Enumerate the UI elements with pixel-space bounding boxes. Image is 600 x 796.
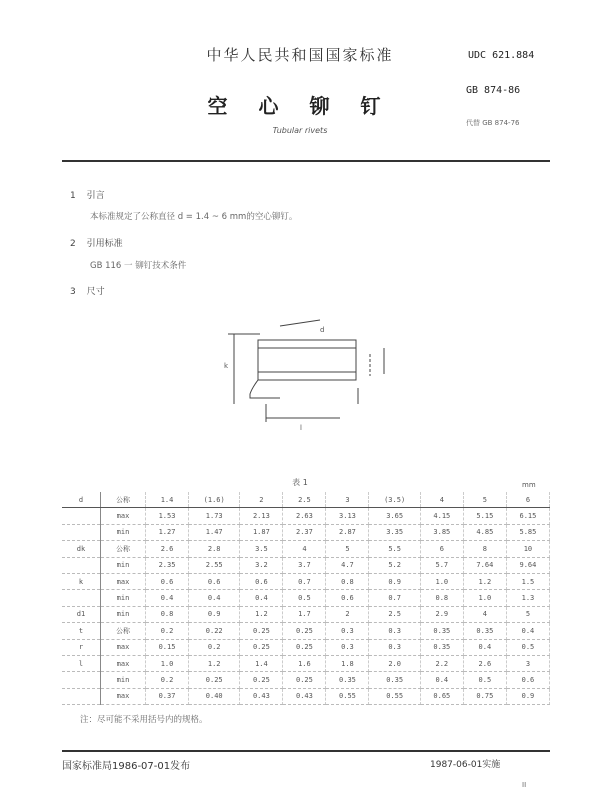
table-cell: (3.5) [369, 492, 420, 508]
table-cell: t [62, 623, 101, 639]
table-cell: 0.7 [369, 590, 420, 606]
table-cell: r [62, 639, 101, 655]
table-cell: 0.35 [463, 623, 506, 639]
rivet-drawing [220, 318, 420, 438]
table-row [62, 508, 550, 524]
section-number: 3 [70, 287, 76, 297]
table-row [62, 672, 550, 688]
dimension-label-l: l [300, 424, 302, 432]
table-cell: 1.47 [189, 524, 240, 540]
table-row [62, 541, 550, 557]
table-cell: 3 [506, 655, 549, 671]
footer-divider [62, 750, 550, 752]
table-cell: 0.5 [506, 639, 549, 655]
table-cell: 4.15 [420, 508, 463, 524]
table-cell: k [62, 573, 101, 589]
table-cell: 5 [506, 606, 549, 622]
table-cell: 1.0 [420, 573, 463, 589]
table-cell: max [101, 573, 146, 589]
table-cell: 1.2 [463, 573, 506, 589]
table-cell: 0.25 [283, 623, 326, 639]
standard-code: GB 874-86 [466, 85, 521, 96]
table-cell: 1.4 [240, 655, 283, 671]
table-cell: 6 [506, 492, 549, 508]
table-cell: min [101, 557, 146, 573]
table-cell: 2 [326, 606, 369, 622]
table-cell: 0.3 [369, 623, 420, 639]
table-cell: 公称 [101, 492, 146, 508]
table-cell: 5.7 [420, 557, 463, 573]
table-cell: 8 [463, 541, 506, 557]
table-cell: 公称 [101, 541, 146, 557]
table-cell: max [101, 688, 146, 704]
table-cell: 0.4 [189, 590, 240, 606]
table-cell: 1.4 [146, 492, 189, 508]
table-cell: 0.25 [240, 672, 283, 688]
rivet-head-outline [250, 380, 280, 398]
table-cell: 0.35 [326, 672, 369, 688]
table-cell [62, 590, 101, 606]
table-cell: 0.55 [369, 688, 420, 704]
table-row [62, 623, 550, 639]
table-cell: max [101, 639, 146, 655]
table-caption: 表 1 [292, 478, 308, 487]
table-cell: 0.25 [189, 672, 240, 688]
dimension-label-d: d [320, 326, 325, 334]
table-cell: 0.5 [283, 590, 326, 606]
table-cell: 0.2 [189, 639, 240, 655]
section-number: 2 [70, 239, 76, 249]
udc-code: UDC 621.884 [468, 50, 535, 61]
table-cell: d [62, 492, 101, 508]
table-note: 注：尽可能不采用括号内的规格。 [80, 715, 208, 725]
table-cell: 0.6 [189, 573, 240, 589]
table-cell: max [101, 655, 146, 671]
table-cell: 0.4 [506, 623, 549, 639]
table-cell: min [101, 590, 146, 606]
table-cell: 1.5 [506, 573, 549, 589]
table-cell: 0.6 [240, 573, 283, 589]
table-cell [62, 508, 101, 524]
table-cell: 5.2 [369, 557, 420, 573]
table-cell: 2.6 [146, 541, 189, 557]
table-row [62, 590, 550, 606]
table-cell: 0.43 [283, 688, 326, 704]
table-cell: 0.6 [506, 672, 549, 688]
table-row [62, 688, 550, 704]
table-cell: 10 [506, 541, 549, 557]
standard-category-title: 中华人民共和国国家标准 [206, 46, 394, 64]
table-cell: 4.85 [463, 524, 506, 540]
table-cell: 3.85 [420, 524, 463, 540]
table-cell: 5.5 [369, 541, 420, 557]
table-row [62, 573, 550, 589]
table-cell: 2 [240, 492, 283, 508]
effective-date: 1987-06-01实施 [430, 760, 501, 770]
table-cell: 6 [420, 541, 463, 557]
table-cell: 4.7 [326, 557, 369, 573]
table-cell: 2.0 [369, 655, 420, 671]
table-row [62, 606, 550, 622]
table-cell: 2.35 [146, 557, 189, 573]
table-row [62, 557, 550, 573]
section-number: 1 [70, 191, 76, 201]
table-cell: 0.5 [463, 672, 506, 688]
table-cell: 0.22 [189, 623, 240, 639]
section-title: 引言 [86, 191, 105, 201]
table-cell: 2.37 [283, 524, 326, 540]
table-cell: 1.6 [283, 655, 326, 671]
table-cell: 3.5 [240, 541, 283, 557]
table-cell: 0.43 [240, 688, 283, 704]
table-row [62, 655, 550, 671]
table-cell: 9.64 [506, 557, 549, 573]
table-cell: 0.2 [146, 672, 189, 688]
section-3-heading [70, 284, 105, 297]
table-cell: d1 [62, 606, 101, 622]
table-cell: 1.53 [146, 508, 189, 524]
table-cell: 3 [326, 492, 369, 508]
table-cell: (1.6) [189, 492, 240, 508]
replaces-code: 代替 GB 874-76 [466, 119, 520, 127]
table-cell: 2.9 [420, 606, 463, 622]
table-cell: 1.27 [146, 524, 189, 540]
table-cell: 0.7 [283, 573, 326, 589]
section-1-text: 本标准规定了公称直径 d = 1.4 ~ 6 mm的空心铆钉。 [90, 212, 298, 222]
table-cell: 0.8 [326, 573, 369, 589]
table-cell: 5.85 [506, 524, 549, 540]
table-cell: 1.0 [146, 655, 189, 671]
table-cell: 0.4 [420, 672, 463, 688]
page-number: II [522, 781, 527, 789]
section-title: 引用标准 [86, 239, 123, 249]
table-cell: 0.35 [369, 672, 420, 688]
table-cell: 0.55 [326, 688, 369, 704]
table-cell [62, 524, 101, 540]
table-cell: 2.13 [240, 508, 283, 524]
table-cell: 0.4 [463, 639, 506, 655]
table-cell: 0.75 [463, 688, 506, 704]
table-cell: 0.2 [146, 623, 189, 639]
table-cell: 5 [463, 492, 506, 508]
table-cell: 1.2 [240, 606, 283, 622]
table-cell: 1.7 [283, 606, 326, 622]
table-cell: dk [62, 541, 101, 557]
table-cell: 4 [463, 606, 506, 622]
table-cell: 0.9 [506, 688, 549, 704]
table-cell: 0.6 [326, 590, 369, 606]
table-cell: 0.15 [146, 639, 189, 655]
table-cell: 5 [326, 541, 369, 557]
table-cell: 公称 [101, 623, 146, 639]
table-cell: 2.55 [189, 557, 240, 573]
table-cell: 0.37 [146, 688, 189, 704]
table-cell: 2.6 [463, 655, 506, 671]
table-cell: 1.8 [326, 655, 369, 671]
table-cell: 0.25 [240, 623, 283, 639]
table-cell: 2.63 [283, 508, 326, 524]
table-cell: 2.5 [283, 492, 326, 508]
table-cell: 0.25 [283, 672, 326, 688]
table-cell: 0.40 [189, 688, 240, 704]
table-cell: min [101, 524, 146, 540]
table-cell: 1.3 [506, 590, 549, 606]
table-cell: 0.65 [420, 688, 463, 704]
table-cell: 0.4 [240, 590, 283, 606]
dimension-label-k: k [224, 362, 229, 370]
table-cell: 0.8 [146, 606, 189, 622]
table-cell: 3.13 [326, 508, 369, 524]
table-cell: 7.64 [463, 557, 506, 573]
table-cell [62, 557, 101, 573]
table-cell: min [101, 606, 146, 622]
section-2-heading [70, 236, 123, 249]
table-cell: 4 [283, 541, 326, 557]
table-cell: 2.8 [189, 541, 240, 557]
header-divider [62, 160, 550, 162]
table-cell: 3.65 [369, 508, 420, 524]
section-2-text: GB 116 一 铆钉技术条件 [90, 261, 187, 271]
table-cell: 1.2 [189, 655, 240, 671]
table-cell: 0.8 [420, 590, 463, 606]
table-cell: 0.3 [369, 639, 420, 655]
table-cell: 0.4 [146, 590, 189, 606]
table-cell: 3.35 [369, 524, 420, 540]
table-cell: 1.87 [240, 524, 283, 540]
leader-line [280, 320, 320, 326]
table-cell: 0.6 [146, 573, 189, 589]
table-cell: 1.0 [463, 590, 506, 606]
table-cell: 5.15 [463, 508, 506, 524]
table-unit: mm [522, 481, 536, 489]
table-row [62, 524, 550, 540]
table-cell: 0.35 [420, 623, 463, 639]
table-cell: min [101, 672, 146, 688]
table-cell: 0.25 [240, 639, 283, 655]
table-cell: max [101, 508, 146, 524]
table-cell: 0.3 [326, 623, 369, 639]
rivet-dimension-table [62, 492, 550, 705]
table-cell: 2.2 [420, 655, 463, 671]
table-cell: 4 [420, 492, 463, 508]
table-cell [62, 672, 101, 688]
table-row [62, 639, 550, 655]
table-cell: 0.9 [369, 573, 420, 589]
table-row [62, 492, 550, 508]
english-title: Tubular rivets [272, 126, 328, 135]
section-1-heading [70, 188, 105, 201]
table-cell: 1.73 [189, 508, 240, 524]
table-cell: 6.15 [506, 508, 549, 524]
rivet-shank-outline [258, 340, 356, 380]
section-title: 尺寸 [86, 287, 105, 297]
table-cell: 0.3 [326, 639, 369, 655]
table-cell: 0.25 [283, 639, 326, 655]
table-cell: 2.87 [326, 524, 369, 540]
table-cell: 3.7 [283, 557, 326, 573]
page-title: 空 心 铆 钉 [207, 94, 393, 118]
table-cell: 0.9 [189, 606, 240, 622]
table-cell: 2.5 [369, 606, 420, 622]
issue-date: 国家标准局1986-07-01发布 [62, 761, 191, 772]
table-cell: l [62, 655, 101, 671]
table-cell [62, 688, 101, 704]
table-cell: 3.2 [240, 557, 283, 573]
table-cell: 0.35 [420, 639, 463, 655]
